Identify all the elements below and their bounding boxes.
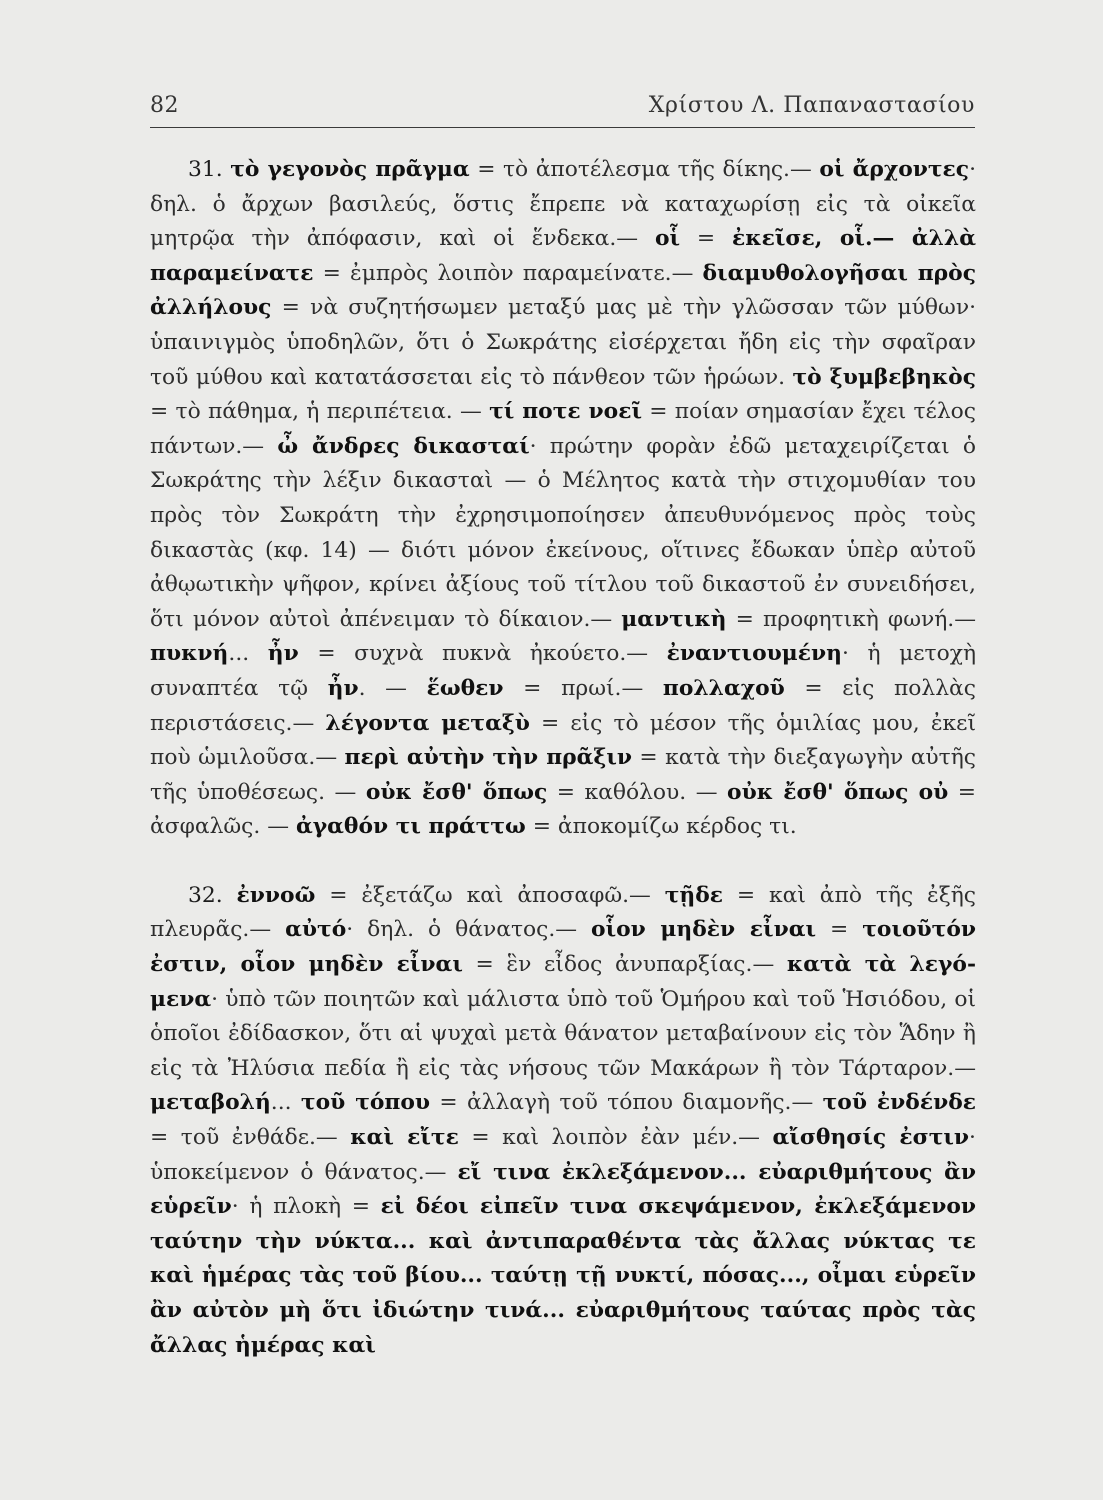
commentary-text: = προφητικὴ φωνή.—: [726, 606, 977, 632]
lemma-term: αὐτό: [285, 917, 347, 943]
lemma-term: οἷον μηδὲν εἶναι: [591, 917, 817, 943]
commentary-text: = συχνὰ πυκνὰ ἠκούετο.—: [298, 641, 667, 667]
commentary-text: = ἀλλαγὴ τοῦ τόπου διαμονῆς.—: [430, 1090, 823, 1116]
commentary-text: =: [680, 226, 733, 252]
body-text: [150, 153, 976, 1363]
paragraph-31: [150, 153, 976, 845]
commentary-text: = εἰς τὸ μέσον τῆς ὁμιλίας μου, ἐκεῖ ποὺ ὡμιλοῦσα.—: [150, 710, 976, 771]
lemma-term: λέγοντα μεταξὺ: [325, 710, 530, 736]
commentary-text: = ποίαν σημασίαν ἔχει τέλος πάντων.—: [150, 399, 976, 459]
lemma-term: τοῦ ἐνδένδε: [822, 1090, 976, 1116]
lemma-term: ἦν: [327, 675, 359, 701]
commentary-text: = καθόλου. —: [547, 779, 728, 805]
paragraph-32: [150, 879, 976, 1363]
lemma-term: μεταβολή: [150, 1090, 271, 1116]
paragraph-number: 31.: [188, 157, 223, 182]
lemma-term: τοιοῦτόν ἐστιν, οἷον μηδὲν εἶναι: [150, 917, 976, 978]
lemma-term: τί ποτε νοεῖ: [489, 399, 642, 425]
lemma-term: τὸ ξυμβεβηκὸς: [792, 364, 976, 390]
commentary-text: =: [816, 917, 863, 943]
lemma-term: ἕωθεν: [426, 675, 504, 701]
commentary-text: · ἡ πλοκὴ =: [231, 1194, 381, 1220]
lemma-term: διαμυθολογῆσαι πρὸς ἀλλήλους: [150, 260, 976, 321]
commentary-text: = ἐξετάζω καὶ ἀποσαφῶ.—: [315, 882, 665, 908]
lemma-term: κατὰ τὰ λεγόμενα: [150, 952, 976, 1012]
lemma-term: ἐναντιουμένη: [666, 641, 842, 667]
commentary-text: = ἀποκομίζω κέρδος τι.: [525, 814, 797, 840]
lemma-term: οἷ: [654, 226, 681, 252]
commentary-text: · πρώτην φορὰν ἐδῶ μεταχειρίζεται ὁ Σωκράτης τὴν λέξιν δικασταὶ — ὁ Μέλητος κατὰ τὴν στιχομυθίαν του πρὸς τὸν Σωκράτη τὴν ἐχρησιμοποίησεν ἀπευθυνόμενος πρὸς τοὺς δικαστὰς (κφ. 14) — διότι μόνον ἐκείνους, οἵτινες ἔδωκαν ὑπὲρ αὐτοῦ ἀθῳωτικὴν ψῆφον, κρίνει ἀξίους τοῦ τίτλου τοῦ δικαστοῦ ἐν συνειδήσει, ὅτι μόνον αὐτοὶ ἀπένειμαν τὸ δίκαιον.—: [150, 433, 976, 632]
commentary-text: = ἐμπρὸς λοιπὸν παραμείνατε.—: [313, 260, 703, 286]
commentary-text: . —: [358, 675, 427, 701]
lemma-term: ὦ ἄνδρες δικασταί: [277, 433, 530, 459]
commentary-text: ...: [228, 641, 268, 667]
commentary-text: = κατὰ τὴν διεξαγωγὴν αὐτῆς τῆς ὑποθέσεως. —: [150, 745, 976, 805]
commentary-text: · ὑπὸ τῶν ποιητῶν καὶ μάλιστα ὑπὸ τοῦ Ὁμήρου καὶ τοῦ Ἡσιόδου, οἱ ὁποῖοι ἐδίδασκον, ὅτι αἱ ψυχαὶ μετὰ θάνατον μεταβαίνουν εἰς τὸν Ἅδην ἢ εἰς τὰ Ἠλύσια πεδία ἢ εἰς τὰς νήσους τῶν Μακάρων ἢ τὸν Τάρταρον.—: [150, 986, 976, 1081]
lemma-term: καὶ εἴτε: [350, 1125, 459, 1151]
lemma-term: εἰ δέοι εἰπεῖν τινα σκεψάμενον, ἐκλεξάμενον ταύτην τὴν νύκτα... καὶ ἀντιπαραθέντα τὰς ἄλλας νύκτας τε καὶ ἡμέρας τὰς τοῦ βίου... ταύτῃ τῇ νυκτί, πόσας..., οἶμαι εὑρεῖν ἂν αὐτὸν μὴ ὅτι ἰδιώτην τινά... εὐαριθμήτους ταύτας πρὸς τὰς ἄλλας ἡμέρας καὶ: [150, 1194, 976, 1358]
commentary-text: = ἓν εἶδος ἀνυπαρξίας.—: [462, 952, 787, 978]
commentary-text: = εἰς πολλὰς περιστάσεις.—: [150, 675, 976, 736]
commentary-text: = καὶ ἀπὸ τῆς ἐξῆς πλευρᾶς.—: [150, 882, 976, 943]
lemma-term: οὐκ ἔσθ' ὅπως: [365, 779, 548, 805]
lemma-term: οὐκ ἔσθ' ὅπως οὐ: [727, 779, 949, 805]
lemma-term: οἱ ἄρχοντες: [819, 157, 970, 182]
page-number: 82: [150, 93, 179, 118]
lemma-term: πυκνή: [150, 641, 229, 667]
commentary-text: ...: [270, 1090, 301, 1116]
paragraph-number: 32.: [188, 882, 223, 908]
lemma-term: αἴσθησίς ἐστιν: [772, 1125, 970, 1151]
lemma-term: πολλαχοῦ: [662, 675, 785, 701]
commentary-text: = πρωί.—: [503, 675, 663, 701]
commentary-text: = τοῦ ἐνθάδε.—: [150, 1125, 351, 1151]
lemma-term: περὶ αὐτὴν τὴν πρᾶξιν: [344, 745, 633, 771]
page-header: [150, 93, 975, 128]
lemma-term: ἐννοῶ: [236, 882, 316, 908]
lemma-term: εἴ τινα ἐκλεξάμενον... εὐαριθμήτους ἂν εὑρεῖν: [150, 1159, 977, 1220]
lemma-term: ἐκεῖσε, οἷ.— ἀλλὰ παραμείνατε: [150, 226, 976, 286]
commentary-text: = καὶ λοιπὸν ἐὰν μέν.—: [458, 1125, 773, 1151]
lemma-term: τὸ γεγονὸς πρᾶγμα: [230, 157, 470, 182]
commentary-text: = τὸ ἀποτέλεσμα τῆς δίκης.—: [469, 157, 820, 182]
lemma-term: τοῦ τόπου: [300, 1090, 431, 1116]
commentary-text: = ἀσφαλῶς. —: [150, 779, 977, 840]
lemma-term: ἀγαθόν τι πράττω: [295, 814, 526, 840]
commentary-text: · ὑποκείμενον ὁ θάνατος.—: [150, 1125, 976, 1185]
commentary-text: · δηλ. ὁ ἄρχων βασιλεύς, ὅστις ἔπρεπε νὰ καταχωρίσῃ εἰς τὰ οἰκεῖα μητρῷα τὴν ἀπόφασιν, καὶ οἱ ἕνδεκα.—: [150, 157, 976, 252]
commentary-text: · δηλ. ὁ θάνατος.—: [346, 917, 592, 943]
commentary-text: = νὰ συζητήσωμεν μεταξύ μας μὲ τὴν γλῶσσαν τῶν μύθων· ὑπαινιγμὸς ὑποδηλῶν, ὅτι ὁ Σωκράτης εἰσέρχεται ἤδη εἰς τὴν σφαῖραν τοῦ μύθου καὶ κατατάσσεται εἰς τὸ πάνθεον τῶν ἡρώων.: [150, 295, 976, 390]
lemma-term: μαντικὴ: [621, 606, 727, 632]
running-head: Χρίστου Λ. Παπαναστασίου: [648, 93, 975, 118]
commentary-text: · ἡ μετοχὴ συναπτέα τῷ: [150, 641, 976, 701]
lemma-term: τῇδε: [664, 882, 724, 908]
commentary-text: = τὸ πάθημα, ἡ περιπέτεια. —: [150, 399, 490, 425]
lemma-term: ἦν: [267, 641, 299, 667]
